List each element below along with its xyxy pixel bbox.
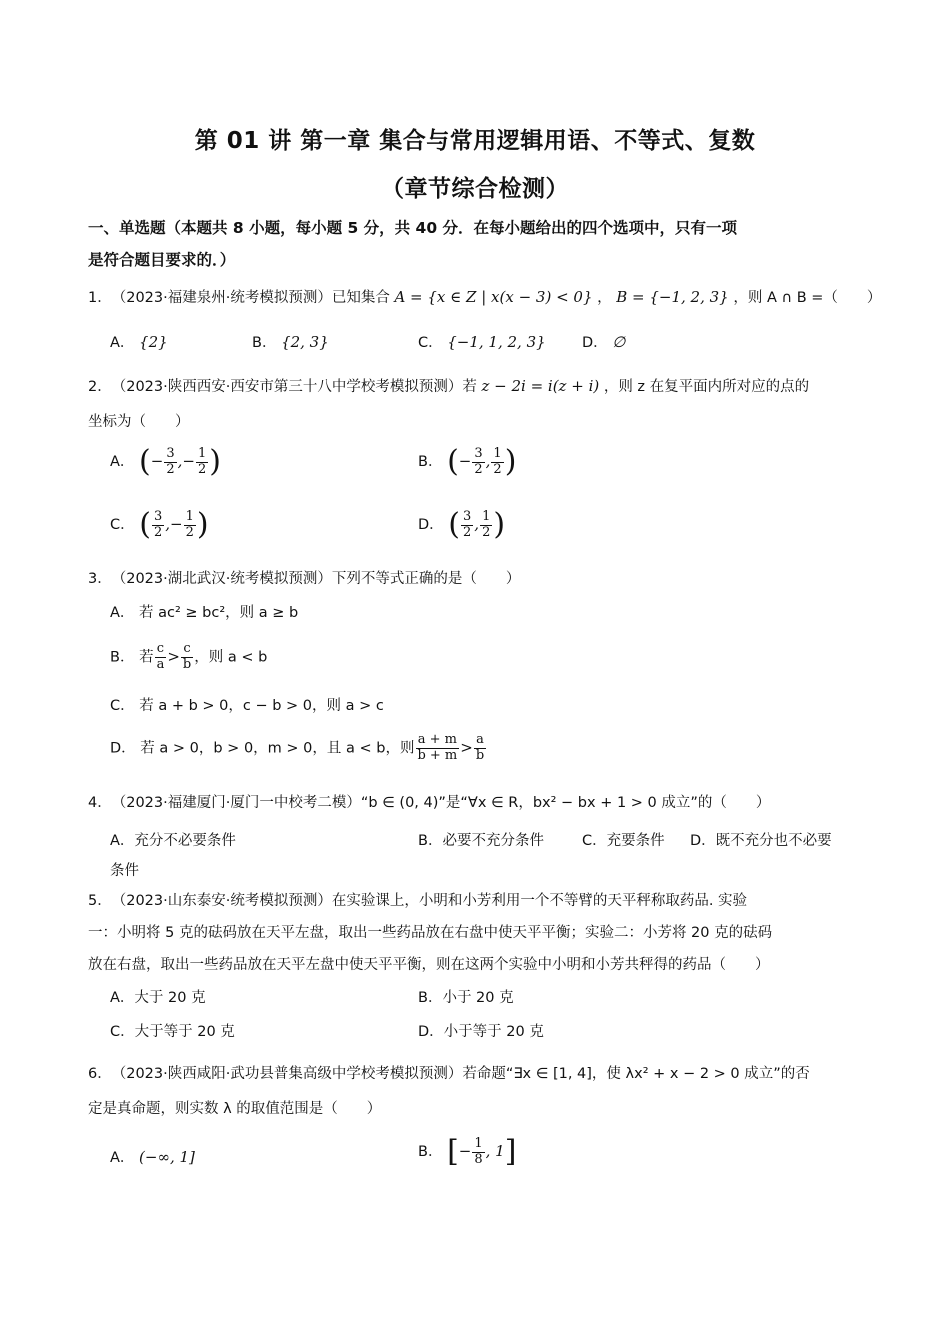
fraction: $\frac{3}{2}$ [153, 508, 163, 540]
option-suffix: ，则 a < b [194, 649, 268, 666]
option-label: B． [110, 649, 135, 666]
option-label: B． [418, 454, 443, 470]
q1-option-c[interactable] [418, 333, 546, 352]
option-label: A． [110, 454, 135, 470]
option-label: A． [110, 605, 135, 621]
q3-option-d[interactable]: D． 若 a > 0，b > 0，m > 0，且 a < b，则 $\frac{a + m}{b + m}$ > $\frac{a}{b}$ [110, 732, 485, 763]
q2-option-a[interactable]: A． (− $\frac{3}{2}$ ,− $\frac{1}{2}$ ) [110, 444, 221, 479]
sign: − [182, 452, 195, 470]
option-label: B． [418, 990, 443, 1006]
section-heading: 一、单选题（本题共 8 小题，每小题 5 分，共 40 分．在每小题给出的四个选项中，只有一项 [88, 219, 738, 237]
fraction: $\frac{3}{2}$ [166, 445, 175, 477]
q4-option-b[interactable] [418, 833, 544, 850]
question-5-line-2: 一：小明将 5 克的砝码放在天平左盘，取出一些药品放在右盘中使天平平衡；实验二：小芳将 20 克的砝码 [88, 925, 773, 941]
fraction: $\frac{1}{2}$ [482, 508, 491, 540]
option-label: C． [418, 335, 443, 351]
option-label: D． [582, 335, 608, 351]
question-5-line-1: 5． （2023·山东泰安·统考模拟预测）在实验课上，小明和小芳利用一个不等臂的天平秤称取药品. 实验 [88, 893, 748, 909]
question-1-set-a: A = {x ∈ Z | x(x − 3) < 0} [394, 288, 593, 306]
option-text: 充分不必要条件 [134, 833, 236, 849]
option-text: 充要条件 [606, 833, 665, 849]
fraction: $\frac{1}{2}$ [185, 508, 194, 540]
question-1-sep: ， [597, 290, 612, 306]
option-label: B． [252, 335, 277, 351]
question-5-line-3: 放在右盘，取出一些药品放在天平左盘中使天平平衡，则在这两个实验中小明和小芳共秤得的药品（ ） [88, 957, 770, 973]
fraction: $\frac{1}{8}$ [474, 1135, 483, 1167]
question-2-tail: ，则 z 在复平面内所对应的点的 [603, 379, 810, 395]
question-1-set-b: B = {−1, 2, 3} [616, 288, 729, 306]
q1-option-d[interactable] [582, 333, 625, 352]
q4-option-a[interactable] [110, 833, 236, 850]
option-label: C． [582, 833, 607, 849]
q3-option-c[interactable] [110, 698, 384, 715]
fraction: $\frac{a}{b}$ [475, 732, 485, 763]
q2-option-c[interactable]: C． ( $\frac{3}{2}$ ,− $\frac{1}{2}$ ) [110, 507, 209, 542]
option-label: C． [110, 517, 135, 533]
option-label: A． [110, 1150, 135, 1166]
q4-option-c[interactable] [582, 833, 665, 850]
fraction: $\frac{3}{2}$ [474, 445, 483, 477]
option-text: {2} [139, 333, 168, 351]
sign: − [170, 515, 183, 533]
option-text: ∅ [612, 333, 626, 351]
option-label: D． [690, 833, 716, 849]
option-label: D． [110, 740, 136, 757]
question-1-tail: ，则 A ∩ B =（ ） [733, 290, 882, 306]
option-text: 若 a + b > 0，c − b > 0，则 a > c [139, 698, 384, 714]
q6-option-a[interactable] [110, 1148, 195, 1167]
option-label: B． [418, 833, 443, 849]
q2-option-d[interactable]: D． ( $\frac{3}{2}$ , $\frac{1}{2}$ ) [418, 507, 506, 542]
option-label: A． [110, 335, 135, 351]
question-2-stem: 2． （2023·陕西西安·西安市第三十八中学校考模拟预测）若 [88, 379, 477, 395]
q2-option-b[interactable]: B． (− $\frac{3}{2}$ , $\frac{1}{2}$ ) [418, 444, 517, 479]
question-6-line-2: 定是真命题，则实数 λ 的取值范围是（ ） [88, 1101, 382, 1117]
fraction: $\frac{3}{2}$ [463, 508, 472, 540]
q4-option-d-wrap: 条件 [110, 863, 139, 879]
q5-option-b[interactable] [418, 990, 514, 1007]
option-text: 必要不充分条件 [442, 833, 544, 849]
q6-option-b[interactable]: B． [− $\frac{1}{8}$ , 1] [418, 1134, 517, 1169]
section-heading-cont: 是符合题目要求的．） [88, 251, 236, 269]
option-label: B． [418, 1144, 443, 1160]
fraction: $\frac{1}{2}$ [197, 445, 207, 477]
option-text: 小于等于 20 克 [443, 1024, 544, 1040]
option-label: A． [110, 833, 135, 849]
option-label: C． [110, 1024, 135, 1040]
option-label: C． [110, 698, 135, 714]
fraction: $\frac{1}{2}$ [493, 445, 502, 477]
q1-option-b[interactable] [252, 333, 329, 352]
question-2-stem-cont: 坐标为（ ） [88, 414, 190, 430]
option-text: 大于等于 20 克 [134, 1024, 235, 1040]
page-title: 第 01 讲 第一章 集合与常用逻辑用语、不等式、复数 [194, 128, 756, 154]
question-4: 4． （2023·福建厦门·厦门一中校考二模）“b ∈ (0, 4)”是“∀x ∈ R，bx² − bx + 1 > 0 成立”的（ ） [88, 795, 771, 811]
q5-option-a[interactable] [110, 990, 206, 1007]
sign: − [458, 452, 472, 470]
option-text: (−∞, 1] [139, 1148, 195, 1166]
question-2-equation: z − 2i = i(z + i) [481, 377, 600, 395]
option-prefix: 若 [139, 649, 154, 666]
option-text: 大于 20 克 [134, 990, 206, 1006]
option-label: D． [418, 517, 444, 533]
question-1 [88, 288, 881, 307]
fraction: $\frac{c}{b}$ [182, 641, 192, 672]
option-text: 若 ac² ≥ bc²，则 a ≥ b [139, 605, 299, 621]
question-6-line-1: 6． （2023·陕西咸阳·武功县普集高级中学校考模拟预测）若命题“∃x ∈ [1, 4]，使 λx² + x − 2 > 0 成立”的否 [88, 1066, 810, 1082]
option-label: A． [110, 990, 135, 1006]
q4-option-d[interactable] [690, 833, 832, 850]
sign: − [150, 452, 164, 470]
q3-option-b[interactable]: B． 若 $\frac{c}{a}$ > $\frac{c}{b}$ ，则 a < b [110, 641, 268, 672]
option-text: {2, 3} [281, 333, 329, 351]
question-1-stem: 1． （2023·福建泉州·统考模拟预测）已知集合 [88, 290, 390, 306]
option-prefix: 若 a > 0，b > 0，m > 0，且 a < b，则 [140, 740, 415, 757]
q1-option-a[interactable] [110, 333, 168, 352]
option-text: 既不充分也不必要 [715, 833, 832, 849]
q5-option-c[interactable] [110, 1024, 235, 1041]
q5-option-d[interactable] [418, 1024, 544, 1041]
question-3: 3． （2023·湖北武汉·统考模拟预测）下列不等式正确的是（ ） [88, 571, 521, 587]
question-2 [88, 377, 809, 396]
option-text: {−1, 1, 2, 3} [447, 333, 546, 351]
option-text: 小于 20 克 [442, 990, 514, 1006]
sign: − [458, 1142, 472, 1160]
fraction: $\frac{c}{a}$ [156, 641, 165, 672]
page-subtitle: （章节综合检测） [381, 176, 569, 202]
option-label: D． [418, 1024, 444, 1040]
q3-option-a[interactable] [110, 605, 298, 622]
fraction: $\frac{a + m}{b + m}$ [417, 732, 458, 763]
